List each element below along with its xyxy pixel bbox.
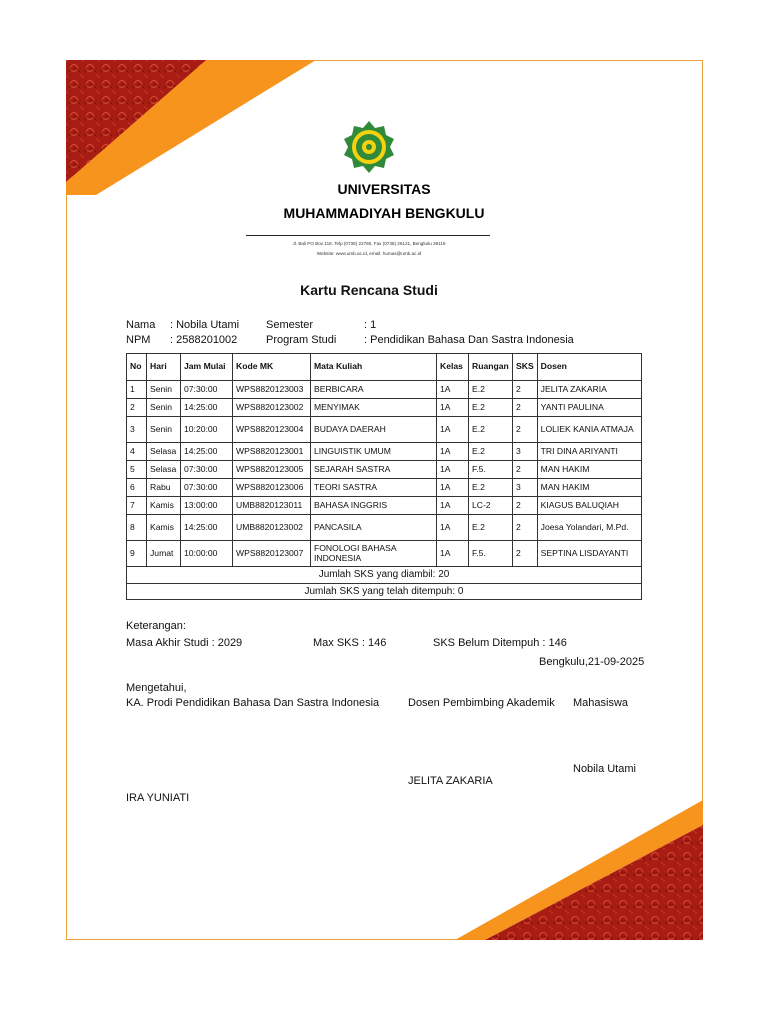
header-cell: SKS: [513, 354, 538, 381]
table-cell: LC-2: [469, 497, 513, 515]
table-cell: Rabu: [147, 479, 181, 497]
table-cell: Senin: [147, 399, 181, 417]
table-cell: 1A: [437, 479, 469, 497]
table-cell: WPS8820123006: [233, 479, 311, 497]
header-cell: Ruangan: [469, 354, 513, 381]
advisor-title: Dosen Pembimbing Akademik: [408, 697, 555, 709]
npm-value: : 2588201002: [170, 334, 238, 346]
table-cell: WPS8820123002: [233, 399, 311, 417]
table-cell: E.2: [469, 515, 513, 541]
max-sks: Max SKS : 146: [313, 637, 387, 649]
table-cell: WPS8820123005: [233, 461, 311, 479]
table-row: [127, 461, 642, 479]
total-passed-row: [127, 583, 642, 600]
header-cell: Mata Kuliah: [311, 354, 437, 381]
table-cell: 3: [513, 443, 538, 461]
npm-label: NPM: [126, 334, 151, 346]
table-cell: 1A: [437, 515, 469, 541]
university-logo: [342, 120, 396, 174]
table-cell: 6: [127, 479, 147, 497]
table-cell: Senin: [147, 417, 181, 443]
table-row: [127, 541, 642, 567]
table-cell: Selasa: [147, 443, 181, 461]
table-cell: 14:25:00: [181, 399, 233, 417]
table-cell: F.5.: [469, 541, 513, 567]
nama-label: Nama: [126, 319, 156, 331]
table-row: [127, 443, 642, 461]
table-cell: 2: [513, 417, 538, 443]
table-row: [127, 417, 642, 443]
table-cell: 07:30:00: [181, 479, 233, 497]
header-cell: No: [127, 354, 147, 381]
table-cell: BUDAYA DAERAH: [311, 417, 437, 443]
table-cell: 9: [127, 541, 147, 567]
mengetahui-label: Mengetahui,: [126, 682, 187, 694]
table-row: [127, 381, 642, 399]
table-cell: E.2: [469, 443, 513, 461]
prodi-value: : Pendidikan Bahasa Dan Sastra Indonesia: [364, 334, 574, 346]
table-cell: MAN HAKIM: [537, 461, 641, 479]
place-date: Bengkulu,21-09-2025: [539, 656, 645, 668]
table-cell: UMB8820123011: [233, 497, 311, 515]
university-name-line2: MUHAMMADIYAH BENGKULU: [283, 205, 485, 221]
table-cell: Selasa: [147, 461, 181, 479]
table-cell: Kamis: [147, 497, 181, 515]
table-cell: 14:25:00: [181, 515, 233, 541]
advisor-name: JELITA ZAKARIA: [408, 775, 493, 787]
university-address: Jl. Bali PO Box 118. Telp (0736) 22765, Fax (0736) 26121, Bengkulu 38119: [292, 241, 446, 246]
table-cell: E.2: [469, 381, 513, 399]
bottom-right-ornament: [455, 800, 703, 940]
table-cell: BAHASA INGGRIS: [311, 497, 437, 515]
table-cell: 5: [127, 461, 147, 479]
table-cell: PANCASILA: [311, 515, 437, 541]
table-row: [127, 399, 642, 417]
table-cell: WPS8820123004: [233, 417, 311, 443]
table-cell: F.5.: [469, 461, 513, 479]
table-cell: 07:30:00: [181, 381, 233, 399]
total-sks-taken: Jumlah SKS yang diambil: 20: [127, 567, 642, 584]
header-cell: Hari: [147, 354, 181, 381]
header-cell: Jam Mulai: [181, 354, 233, 381]
table-cell: SEPTINA LISDAYANTI: [537, 541, 641, 567]
university-name-line1: UNIVERSITAS: [337, 181, 431, 197]
table-cell: 3: [127, 417, 147, 443]
table-cell: UMB8820123002: [233, 515, 311, 541]
table-cell: 2: [513, 381, 538, 399]
table-cell: Kamis: [147, 515, 181, 541]
table-cell: 4: [127, 443, 147, 461]
prodi-label: Program Studi: [266, 334, 337, 346]
table-cell: 1A: [437, 461, 469, 479]
university-website: Website: www.umb.ac.id, email: humas@umb.ac.id: [316, 251, 422, 256]
table-cell: 7: [127, 497, 147, 515]
table-row: [127, 479, 642, 497]
table-cell: LOLIEK KANIA ATMAJA: [537, 417, 641, 443]
header-cell: Kelas: [437, 354, 469, 381]
total-taken-row: [127, 567, 642, 584]
table-cell: MAN HAKIM: [537, 479, 641, 497]
table-cell: 2: [513, 515, 538, 541]
table-cell: 1A: [437, 497, 469, 515]
table-cell: 2: [513, 461, 538, 479]
table-cell: KIAGUS BALUQIAH: [537, 497, 641, 515]
table-cell: WPS8820123007: [233, 541, 311, 567]
table-cell: Jumat: [147, 541, 181, 567]
table-cell: MENYIMAK: [311, 399, 437, 417]
table-cell: 14:25:00: [181, 443, 233, 461]
table-cell: WPS8820123003: [233, 381, 311, 399]
total-sks-passed: Jumlah SKS yang telah ditempuh: 0: [127, 583, 642, 600]
top-left-ornament: [66, 60, 316, 195]
table-cell: SEJARAH SASTRA: [311, 461, 437, 479]
table-header-row: [127, 354, 642, 381]
table-cell: Joesa Yolandari, M.Pd.: [537, 515, 641, 541]
table-cell: YANTI PAULINA: [537, 399, 641, 417]
page-title: Kartu Rencana Studi: [300, 282, 438, 298]
table-cell: LINGUISTIK UMUM: [311, 443, 437, 461]
nama-value: : Nobila Utami: [170, 319, 240, 331]
masa-akhir-studi: Masa Akhir Studi : 2029: [126, 637, 243, 649]
table-cell: E.2: [469, 399, 513, 417]
table-cell: Senin: [147, 381, 181, 399]
table-cell: TRI DINA ARIYANTI: [537, 443, 641, 461]
table-cell: 13:00:00: [181, 497, 233, 515]
table-cell: 1A: [437, 541, 469, 567]
student-name: Nobila Utami: [573, 763, 636, 775]
semester-value: : 1: [364, 319, 377, 331]
table-cell: 2: [513, 541, 538, 567]
table-cell: 2: [127, 399, 147, 417]
table-cell: BERBICARA: [311, 381, 437, 399]
keterangan-label: Keterangan:: [126, 620, 186, 632]
table-cell: WPS8820123001: [233, 443, 311, 461]
table-cell: 2: [513, 399, 538, 417]
course-table: [126, 353, 642, 600]
table-row: [127, 515, 642, 541]
kaprodi-name: IRA YUNIATI: [126, 792, 190, 804]
student-title: Mahasiswa: [573, 697, 629, 709]
table-cell: E.2: [469, 417, 513, 443]
table-cell: FONOLOGI BAHASA INDONESIA: [311, 541, 437, 567]
header-cell: Dosen: [537, 354, 641, 381]
table-cell: 1A: [437, 443, 469, 461]
table-cell: 1A: [437, 399, 469, 417]
header-divider: [246, 235, 490, 236]
table-row: [127, 497, 642, 515]
header-cell: Kode MK: [233, 354, 311, 381]
table-cell: 8: [127, 515, 147, 541]
table-cell: 1A: [437, 381, 469, 399]
table-cell: 1A: [437, 417, 469, 443]
table-cell: JELITA ZAKARIA: [537, 381, 641, 399]
table-cell: 10:20:00: [181, 417, 233, 443]
table-cell: 10:00:00: [181, 541, 233, 567]
table-cell: TEORI SASTRA: [311, 479, 437, 497]
table-cell: 2: [513, 497, 538, 515]
table-cell: 3: [513, 479, 538, 497]
sks-belum-ditempuh: SKS Belum Ditempuh : 146: [433, 637, 567, 649]
table-cell: 07:30:00: [181, 461, 233, 479]
table-cell: 1: [127, 381, 147, 399]
table-cell: E.2: [469, 479, 513, 497]
semester-label: Semester: [266, 319, 314, 331]
kaprodi-title: KA. Prodi Pendidikan Bahasa Dan Sastra Indonesia: [126, 697, 380, 709]
